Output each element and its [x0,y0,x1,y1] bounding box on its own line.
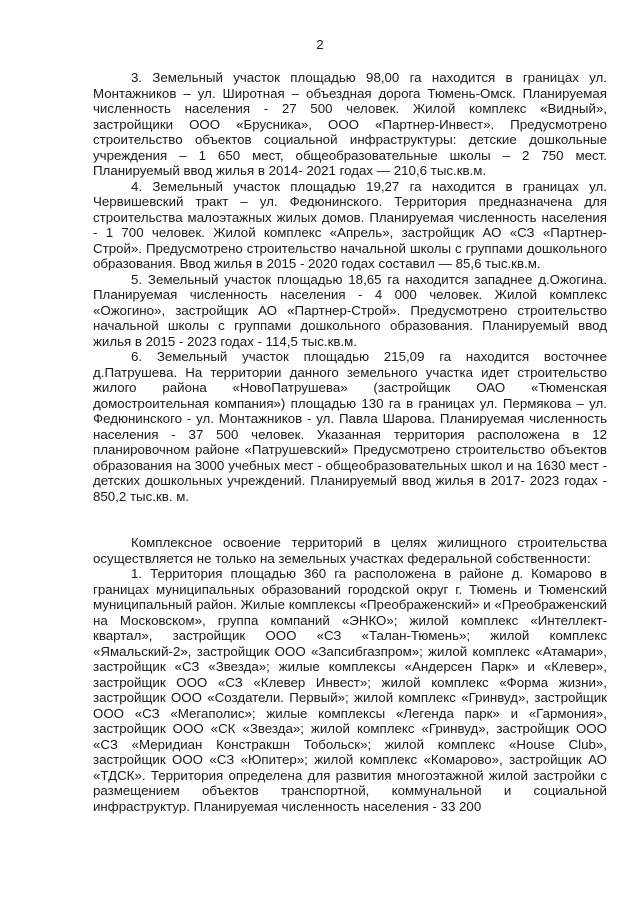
document-body [93,70,607,814]
paragraph-land-plot-6: 6. Земельный участок площадью 215,09 га находится восточнее д.Патрушева. На территории данного земельного участка идет строительство жилого района «НовоПатрушева» (застройщик ОАО «Тюменская домостроительная компания») площадью 130 га в границах ул. Пермякова – ул. Федюнинского - ул. Монтажников - ул. Павла Шарова. Планируемая численность населения - 37 500 человек. Указанная территория расположена в 12 планировочном районе «Патрушевский» Предусмотрено строительство объектов образования на 3000 учебных мест - общеобразовательных школ и на 1630 мест - детских дошкольных учреждений. Планируемый ввод жилья в 2017- 2023 годах - 850,2 тыс.кв. м. [93,349,607,504]
paragraph-complex-development-intro: Комплексное освоение территорий в целях жилищного строительства осуществляется не только на земельных участках федеральной собственности: [93,535,607,566]
page-number: 2 [316,37,324,52]
paragraph-land-plot-5: 5. Земельный участок площадью 18,65 га находится западнее д.Ожогина. Планируемая численность населения - 4 000 человек. Жилой комплекс «Ожогино», застройщик АО «Партнер-Строй». Предусмотрено строительство начальной школы с группами дошкольного образования. Планируемый ввод жилья в 2015 - 2023 годах - 114,5 тыс.кв.м. [93,271,607,349]
section-gap [93,504,607,535]
paragraph-land-plot-4: 4. Земельный участок площадью 19,27 га находится в границах ул. Червишевский тракт – ул. Федюнинского. Территория предназначена для строительства малоэтажных жилых домов. Планируемая численность населения - 1 700 человек. Жилой комплекс «Апрель», застройщик АО «СЗ «Партнер-Строй». Предусмотрено строительство начальной школы с группами дошкольного образования. Ввод жилья в 2015 - 2020 годах составил — 85,6 тыс.кв.м. [93,178,607,271]
paragraph-land-plot-3: 3. Земельный участок площадью 98,00 га находится в границах ул. Монтажников – ул. Широтная – объездная дорога Тюмень-Омск. Планируемая численность населения - 27 500 человек. Жилой комплекс «Видный», застройщики ООО «Брусника», ООО «Партнер-Инвест». Предусмотрено строительство объектов социальной инфраструктуры: детские дошкольные учреждения – 1 650 мест, общеобразовательные школы – 2 750 мест. Планируемый ввод жилья в 2014- 2021 годах — 210,6 тыс.кв.м. [93,70,607,178]
paragraph-territory-1: 1. Территория площадью 360 га расположена в районе д. Комарово в границах муниципальных образований городской округ г. Тюмень и Тюменский муниципальный район. Жилые комплексы «Преображенский» и «Преображенский на Московском», группа компаний «ЭНКО»; жилой комплекс «Интеллект-квартал», застройщик ООО «СЗ «Талан-Тюмень»; жилой комплекс «Ямальский-2», застройщик ООО «Запсибгазпром»; жилой комплекс «Атамари», застройщик «СЗ «Звезда»; жилые комплексы «Андерсен Парк» и «Клевер», застройщик ООО «СЗ «Клевер Инвест»; жилой комплекс «Форма жизни», застройщик ООО «Создатели. Первый»; жилой комплекс «Гринвуд», застройщик ООО «СЗ «Мегаполис»; жилые комплексы «Легенда парк» и «Гармония», застройщик ООО «СК «Звезда»; жилой комплекс «Гринвуд», застройщик ООО «СЗ «Меридиан Констракшн Тобольск»; жилой комплекс «House Club», застройщик ООО «СЗ «Юпитер»; жилой комплекс «Комарово», застройщик АО «ТДСК». Территория определена для развития многоэтажной жилой застройки с размещением объектов транспортной, коммунальной и социальной инфраструктур. Планируемая численность населения - 33 200 [93,566,607,814]
